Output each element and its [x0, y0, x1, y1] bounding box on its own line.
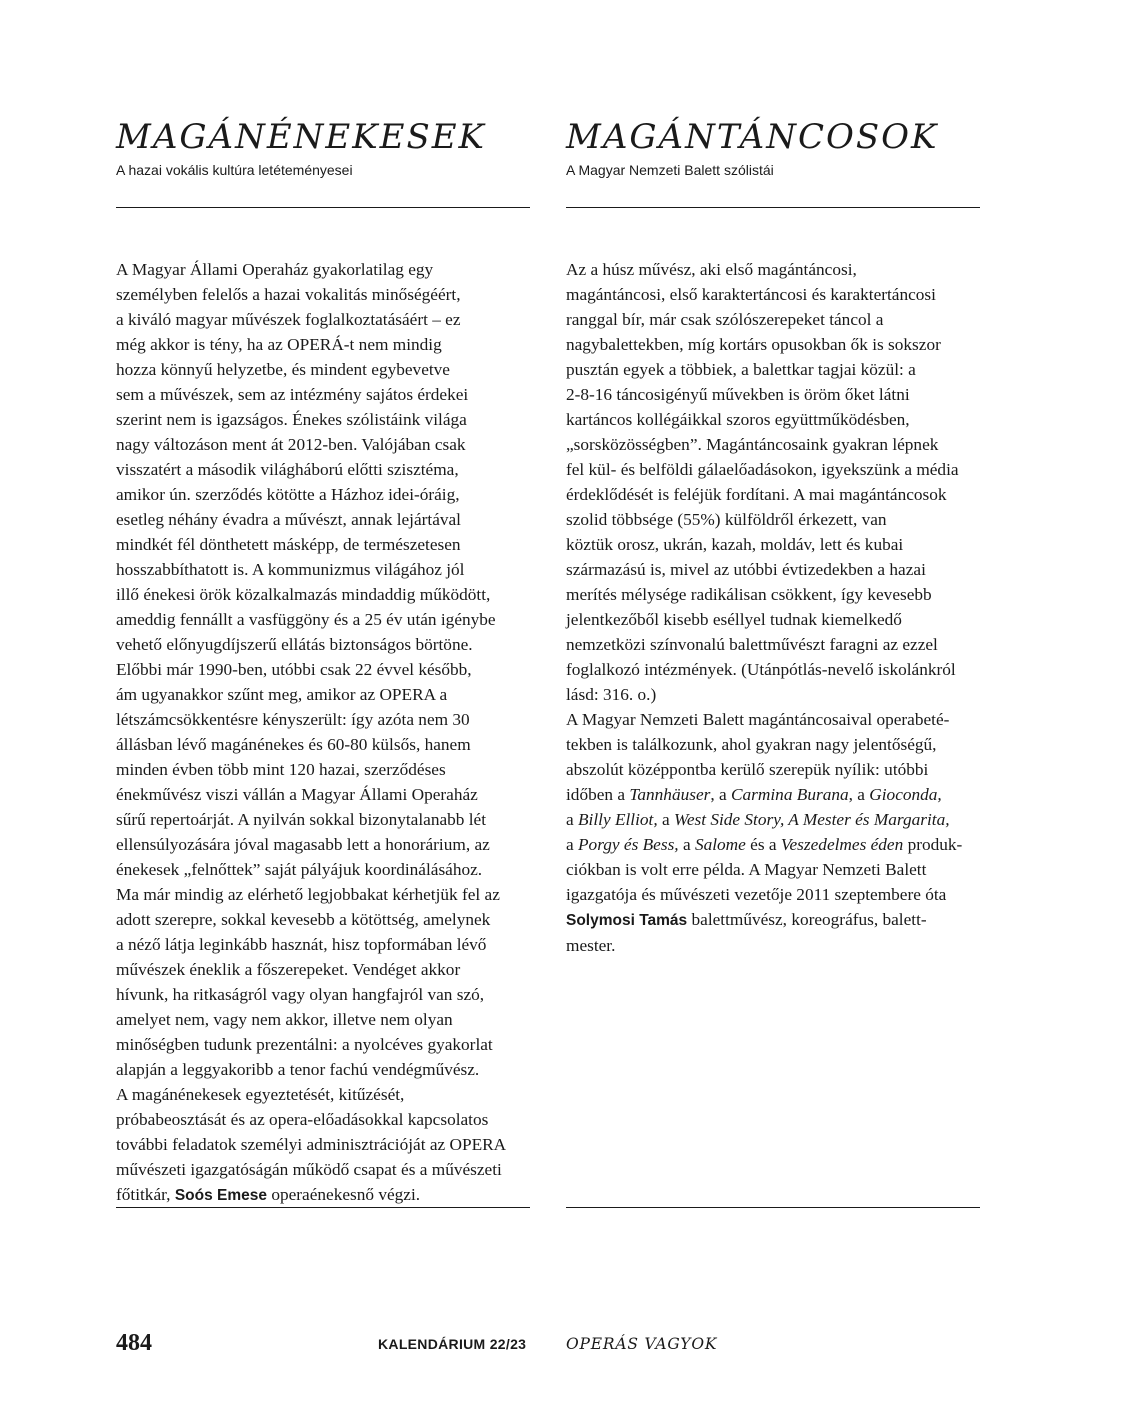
- body-line: ciókban is volt erre példa. A Magyar Nemzeti Balett: [566, 860, 927, 879]
- body-line: nagybalettekben, míg kortárs opusokban ők is sokszor: [566, 335, 941, 354]
- body-line: esetleg néhány évadra a művészt, annak lejártával: [116, 510, 461, 529]
- publication-title: KALENDÁRIUM 22/23: [378, 1336, 527, 1352]
- right-top-rule: [566, 207, 980, 208]
- body-line: hozza könnyű helyzetbe, és mindent egybevetve: [116, 360, 450, 379]
- body-line: A magánénekesek egyeztetését, kitűzését,: [116, 1085, 405, 1104]
- body-line: mester.: [566, 936, 616, 955]
- body-text-fragment: a: [566, 810, 574, 829]
- body-line-person: [566, 907, 980, 933]
- body-line: nagy változáson ment át 2012-ben. Valójában csak: [116, 435, 466, 454]
- body-line: „sorsközösségben”. Magántáncosaink gyakran lépnek: [566, 435, 939, 454]
- body-text-fragment: a: [657, 810, 670, 829]
- body-text-fragment: a: [566, 835, 574, 854]
- body-line: igazgatója és művészeti vezetője 2011 szeptembere óta: [566, 885, 947, 904]
- right-body: [566, 257, 980, 958]
- body-text-fragment: főtitkár,: [116, 1185, 171, 1204]
- body-text-fragment: , a: [848, 785, 865, 804]
- work-title: Carmina Burana: [731, 785, 849, 804]
- right-subtitle: A Magyar Nemzeti Balett szólistái: [566, 162, 774, 178]
- work-title: Salome: [694, 835, 746, 854]
- body-line: ám ugyanakkor szűnt meg, amikor az OPERA a: [116, 685, 448, 704]
- body-line: mindkét fél dönthetett másképp, de természetesen: [116, 535, 461, 554]
- body-line: Az a húsz művész, aki első magántáncosi,: [566, 260, 857, 279]
- right-heading: MAGÁNTÁNCOSOK: [566, 117, 939, 157]
- body-line: származású is, mivel az utóbbi évtizedekben a hazai: [566, 560, 926, 579]
- work-title: West Side Story, A Mester és Margarita,: [674, 810, 950, 829]
- body-line: érdeklődését is feléjük fordítani. A mai magántáncosok: [566, 485, 947, 504]
- body-line: foglalkozó intézmények. (Utánpótlás-nevelő iskolánkról: [566, 660, 956, 679]
- body-line: sűrű repertoárját. A nyilván sokkal bizonytalanabb lét: [116, 810, 487, 829]
- body-line: művészeti igazgatóságán működő csapat és a művészeti: [116, 1160, 502, 1179]
- left-heading: MAGÁNÉNEKESEK: [116, 117, 486, 157]
- body-line: próbabeosztását és az opera-előadásokkal kapcsolatos: [116, 1110, 489, 1129]
- body-line: minőségben tudunk prezentálni: a nyolcéves gyakorlat: [116, 1035, 493, 1054]
- body-line: nemzetközi színvonalú balettművészt faragni az ezzel: [566, 635, 938, 654]
- body-line: merítés mélysége radikálisan csökkent, így kevesebb: [566, 585, 932, 604]
- body-line: lásd: 316. o.): [566, 685, 657, 704]
- body-line: A Magyar Nemzeti Balett magántáncosaival operabeté-: [566, 710, 950, 729]
- left-bottom-rule: [116, 1207, 530, 1208]
- person-name-soos-emese: Soós Emese: [174, 1187, 268, 1204]
- body-line: minden évben több mint 120 hazai, szerződéses: [116, 760, 446, 779]
- body-line-titles-3: [566, 832, 980, 857]
- body-line: énekművész viszi vállán a Magyar Állami Operaház: [116, 785, 478, 804]
- body-line: állásban lévő magánénekes és 60-80 külsős, hanem: [116, 735, 471, 754]
- body-text-fragment: időben a: [566, 785, 626, 804]
- body-line: szolid többsége (55%) külföldről érkezett, van: [566, 510, 887, 529]
- section-title: OPERÁS VAGYOK: [566, 1335, 718, 1353]
- body-line: illő énekesi örök közalkalmazás mindaddig működött,: [116, 585, 491, 604]
- body-line: szerint nem is igazságos. Énekes szólistáink világa: [116, 410, 467, 429]
- body-line: fel kül- és belföldi gálaelőadásokon, igyekszünk a média: [566, 460, 959, 479]
- body-text-fragment: és a: [745, 835, 777, 854]
- body-line: hívunk, ha ritkaságról vagy olyan hangfajról van szó,: [116, 985, 485, 1004]
- right-bottom-rule: [566, 1207, 980, 1208]
- body-line: Előbbi már 1990-ben, utóbbi csak 22 évvel később,: [116, 660, 472, 679]
- left-top-rule: [116, 207, 530, 208]
- body-line-titles-1: [566, 782, 980, 807]
- body-line: hosszabbíthatott is. A kommunizmus világához jól: [116, 560, 465, 579]
- body-line: a kiváló magyar művészek foglalkoztatásáért – ez: [116, 310, 461, 329]
- body-line: tekben is találkozunk, ahol gyakran nagy jelentőségű,: [566, 735, 937, 754]
- body-line: művészek éneklik a főszerepeket. Vendéget akkor: [116, 960, 461, 979]
- body-line: létszámcsökkentésre kényszerült: így azóta nem 30: [116, 710, 470, 729]
- work-title: Porgy és Bess,: [578, 835, 679, 854]
- body-line: a néző látja leginkább hasznát, hisz topformában lévő: [116, 935, 487, 954]
- page-number: 484: [116, 1330, 152, 1356]
- work-title: Gioconda,: [869, 785, 942, 804]
- body-line: amikor ún. szerződés kötötte a Házhoz idei-óráig,: [116, 485, 460, 504]
- body-text-fragment: a: [678, 835, 691, 854]
- body-text-fragment: produk-: [903, 835, 963, 854]
- body-line: köztük orosz, ukrán, kazah, moldáv, lett és kubai: [566, 535, 904, 554]
- body-line-titles-2: [566, 807, 980, 832]
- body-line: amelyet nem, vagy nem akkor, illetve nem olyan: [116, 1010, 453, 1029]
- body-line: ellensúlyozására jóval magasabb lett a honorárium, az: [116, 835, 490, 854]
- left-subtitle: A hazai vokális kultúra letéteményesei: [116, 162, 353, 178]
- body-text-fragment: operaénekesnő végzi.: [271, 1185, 421, 1204]
- work-title: Billy Elliot,: [578, 810, 658, 829]
- body-line: jelentkezőből kisebb eséllyel tudnak kiemelkedő: [566, 610, 902, 629]
- body-line: adott szerepre, sokkal kevesebb a kötöttség, amelynek: [116, 910, 491, 929]
- body-line: Ma már mindig az elérhető legjobbakat kérhetjük fel az: [116, 885, 500, 904]
- left-body: [116, 257, 530, 1208]
- work-title: Tannhäuser: [629, 785, 711, 804]
- work-title: Veszedelmes éden: [780, 835, 904, 854]
- body-line: még akkor is tény, ha az OPERÁ-t nem mindig: [116, 335, 442, 354]
- body-line: ranggal bír, már csak szólószerepeket táncol a: [566, 310, 884, 329]
- body-line: további feladatok személyi adminisztrációját az OPERA: [116, 1135, 507, 1154]
- body-line: alapján a leggyakoribb a tenor fachú vendégművész.: [116, 1060, 480, 1079]
- body-text-fragment: , a: [710, 785, 727, 804]
- body-line: vehető előnyugdíjszerű ellátás biztonságos börtöne.: [116, 635, 473, 654]
- body-line: személyben felelős a hazai vokalitás minőségéért,: [116, 285, 461, 304]
- body-line: pusztán egyek a többiek, a balettkar tagjai közül: a: [566, 360, 916, 379]
- body-line: ameddig fennállt a vasfüggöny és a 25 év után igénybe: [116, 610, 496, 629]
- body-text-fragment: balettművész, koreográfus, balett-: [687, 910, 927, 929]
- body-line: magántáncosi, első karaktertáncosi és karaktertáncosi: [566, 285, 936, 304]
- body-line: kartáncos kollégáikkal szoros együttműködésben,: [566, 410, 910, 429]
- body-line: visszatért a második világháború előtti szisztéma,: [116, 460, 459, 479]
- body-line: énekesek „felnőttek” saját pályájuk koordinálásához.: [116, 860, 483, 879]
- body-line-last: [116, 1182, 530, 1208]
- body-line: sem a művészek, sem az intézmény sajátos érdekei: [116, 385, 469, 404]
- body-line: A Magyar Állami Operaház gyakorlatilag egy: [116, 260, 434, 279]
- person-name-solymosi-tamas: Solymosi Tamás: [566, 912, 688, 929]
- body-line: 2-8-16 táncosigényű művekben is öröm őket látni: [566, 385, 910, 404]
- body-line: abszolút középpontba kerülő szerepük nyílik: utóbbi: [566, 760, 929, 779]
